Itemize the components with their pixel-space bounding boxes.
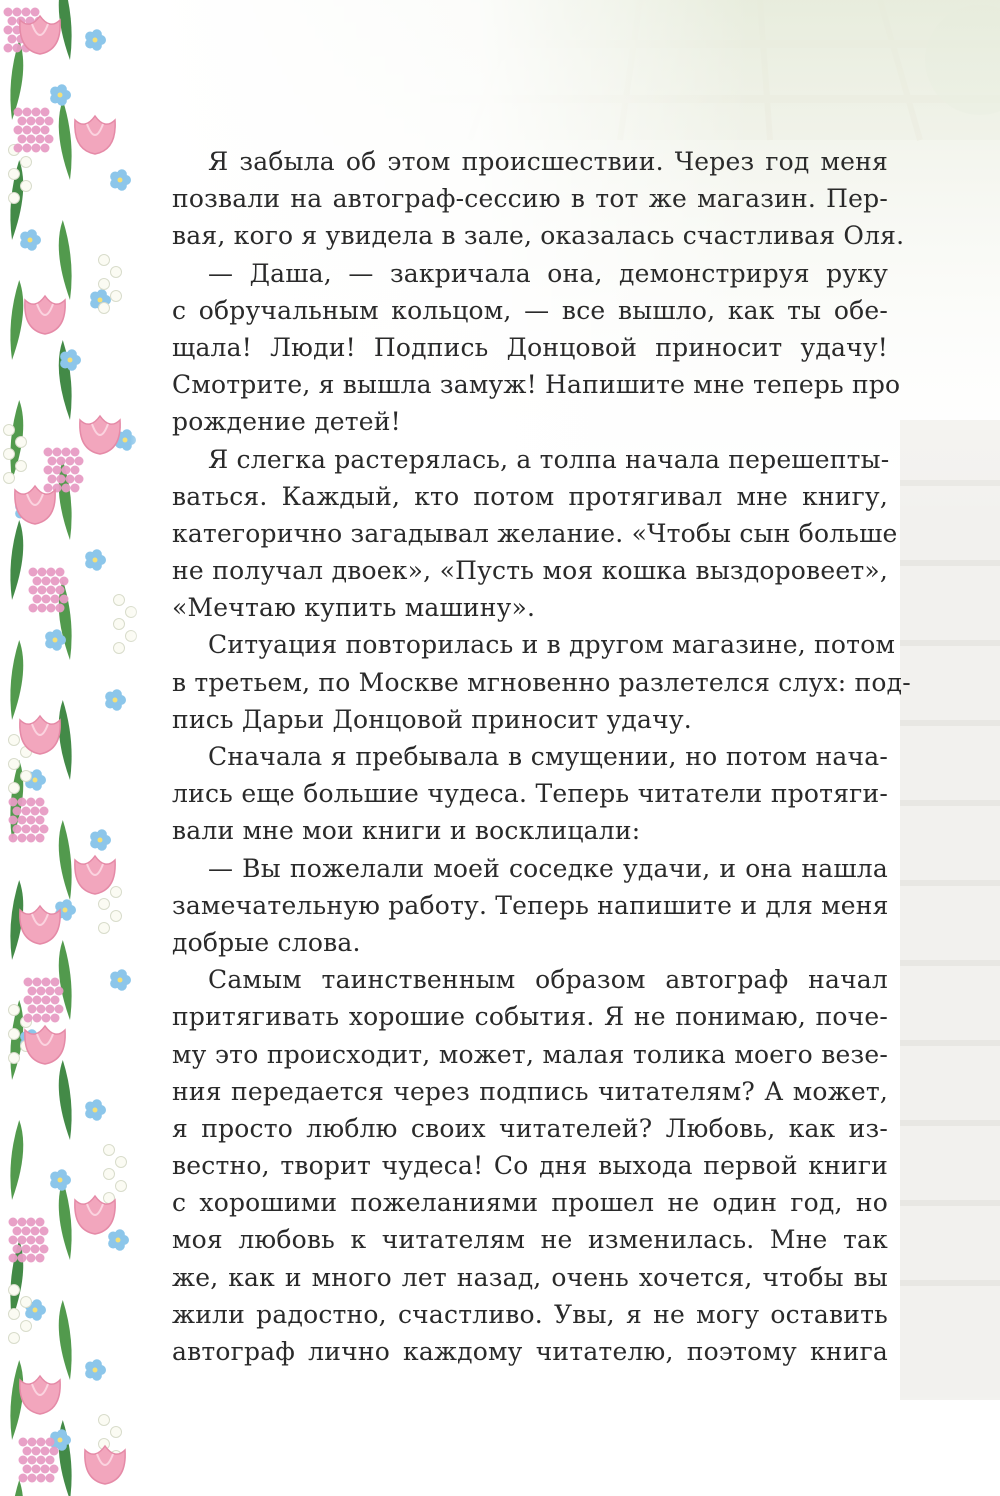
- lilac-blossom-icon: [71, 448, 80, 457]
- text-line: Самым таинственным образом автограф начал: [208, 965, 888, 995]
- lily-of-the-valley-bell-icon: [9, 1333, 20, 1344]
- lilac-blossom-icon: [14, 108, 23, 117]
- lily-of-the-valley-bell-icon: [9, 759, 20, 770]
- lilac-blossom-icon: [42, 595, 51, 604]
- text-line: притягивать хорошие события. Я не понимаю, поче-: [172, 1002, 888, 1032]
- lily-of-the-valley-bell-icon: [99, 279, 110, 290]
- flower-center-icon: [93, 38, 98, 43]
- lily-of-the-valley-bell-icon: [9, 735, 20, 746]
- lilac-blossom-icon: [32, 108, 41, 117]
- lily-of-the-valley-bell-icon: [9, 1029, 20, 1040]
- lilac-blossom-icon: [22, 8, 31, 17]
- lilac-blossom-icon: [37, 987, 46, 996]
- lilac-blossom-icon: [71, 466, 80, 475]
- lilac-blossom-icon: [31, 1227, 40, 1236]
- lilac-blossom-icon: [29, 586, 38, 595]
- forget-me-not-petal-icon: [97, 829, 107, 839]
- lilac-blossom-icon: [75, 475, 84, 484]
- lilac-blossom-icon: [33, 595, 42, 604]
- forget-me-not-petal-icon: [52, 629, 62, 639]
- lilac-blossom-icon: [44, 484, 53, 493]
- lily-of-the-valley-bell-icon: [9, 1285, 20, 1296]
- text-line: Ситуация повторилась и в другом магазине, потом: [208, 630, 896, 660]
- lilac-blossom-icon: [55, 987, 64, 996]
- lilac-blossom-icon: [50, 1447, 59, 1456]
- lilac-blossom-icon: [56, 586, 65, 595]
- lilac-blossom-icon: [55, 1005, 64, 1014]
- text-line: категорично загадывал желание. «Чтобы сын больше: [172, 518, 898, 548]
- lilac-blossom-icon: [24, 978, 33, 987]
- lily-of-the-valley-bell-icon: [111, 1427, 122, 1438]
- text-line: — Даша, — закричала она, демонстрируя руку: [208, 258, 888, 288]
- lily-of-the-valley-bell-icon: [21, 181, 32, 192]
- lilac-blossom-icon: [46, 1005, 55, 1014]
- lilac-blossom-icon: [53, 466, 62, 475]
- lilac-blossom-icon: [13, 807, 22, 816]
- text-line: му это происходит, может, малая толика моего везе-: [172, 1039, 888, 1069]
- lily-of-the-valley-bell-icon: [16, 461, 27, 472]
- lilac-blossom-icon: [41, 126, 50, 135]
- lilac-blossom-icon: [66, 475, 75, 484]
- lilac-blossom-icon: [27, 135, 36, 144]
- lilac-blossom-icon: [9, 1218, 18, 1227]
- lilac-blossom-icon: [14, 144, 23, 153]
- lilac-blossom-icon: [8, 17, 17, 26]
- text-line: не получал двоек», «Пусть моя кошка выздоровеет»,: [172, 556, 888, 586]
- lilac-blossom-icon: [38, 568, 47, 577]
- lilac-blossom-icon: [48, 457, 57, 466]
- lily-of-the-valley-bell-icon: [111, 267, 122, 278]
- forget-me-not-petal-icon: [57, 84, 67, 94]
- lilac-blossom-icon: [29, 568, 38, 577]
- lily-of-the-valley-bell-icon: [114, 643, 125, 654]
- lily-of-the-valley-bell-icon: [111, 911, 122, 922]
- lilac-blossom-icon: [38, 586, 47, 595]
- lily-of-the-valley-bell-icon: [9, 783, 20, 794]
- lilac-blossom-icon: [45, 135, 54, 144]
- lilac-blossom-icon: [36, 1218, 45, 1227]
- text-line: добрые слова.: [172, 927, 361, 957]
- lilac-blossom-icon: [9, 1254, 18, 1263]
- lilac-blossom-icon: [9, 816, 18, 825]
- flower-center-icon: [58, 1438, 63, 1443]
- lilac-blossom-icon: [42, 577, 51, 586]
- lily-of-the-valley-bell-icon: [9, 1053, 20, 1064]
- lilac-blossom-icon: [56, 604, 65, 613]
- lily-of-the-valley-bell-icon: [21, 157, 32, 168]
- lilac-blossom-icon: [27, 1218, 36, 1227]
- text-line: пись Дарьи Донцовой приносит удачу.: [172, 704, 692, 734]
- forget-me-not-petal-icon: [117, 169, 127, 179]
- lily-of-the-valley-bell-icon: [104, 1145, 115, 1156]
- lily-of-the-valley-bell-icon: [9, 193, 20, 204]
- text-line: лись еще большие чудеса. Теперь читатели протяги-: [172, 779, 888, 809]
- lilac-blossom-icon: [41, 144, 50, 153]
- lily-of-the-valley-bell-icon: [9, 1309, 20, 1320]
- lilac-blossom-icon: [23, 126, 32, 135]
- lilac-blossom-icon: [22, 825, 31, 834]
- flower-center-icon: [93, 1108, 98, 1113]
- lilac-blossom-icon: [13, 1245, 22, 1254]
- lilac-blossom-icon: [37, 1438, 46, 1447]
- lilac-blossom-icon: [32, 1465, 41, 1474]
- lilac-blossom-icon: [45, 117, 54, 126]
- lily-of-the-valley-bell-icon: [21, 771, 32, 782]
- lilac-blossom-icon: [18, 1236, 27, 1245]
- lilac-blossom-icon: [36, 1236, 45, 1245]
- lilac-blossom-icon: [75, 457, 84, 466]
- lilac-blossom-icon: [51, 577, 60, 586]
- lilac-blossom-icon: [56, 568, 65, 577]
- lilac-blossom-icon: [50, 1465, 59, 1474]
- lily-of-the-valley-bell-icon: [9, 169, 20, 180]
- flower-center-icon: [28, 238, 33, 243]
- lilac-blossom-icon: [41, 1447, 50, 1456]
- lily-of-the-valley-bell-icon: [16, 437, 27, 448]
- lilac-blossom-icon: [8, 35, 17, 44]
- lilac-blossom-icon: [4, 44, 13, 53]
- flower-center-icon: [98, 838, 103, 843]
- lilac-blossom-icon: [37, 1474, 46, 1483]
- lilac-blossom-icon: [60, 577, 69, 586]
- lilac-blossom-icon: [31, 1245, 40, 1254]
- lilac-blossom-icon: [13, 44, 22, 53]
- flower-center-icon: [118, 978, 123, 983]
- forget-me-not-petal-icon: [32, 1299, 42, 1309]
- lilac-blossom-icon: [18, 1254, 27, 1263]
- flower-center-icon: [118, 178, 123, 183]
- lilac-blossom-icon: [31, 825, 40, 834]
- lilac-blossom-icon: [32, 1447, 41, 1456]
- lilac-blossom-icon: [42, 1014, 51, 1023]
- text-line: рождение детей!: [172, 407, 401, 437]
- lilac-blossom-icon: [27, 834, 36, 843]
- lilac-blossom-icon: [19, 1456, 28, 1465]
- text-line: в третьем, по Москве мгновенно разлетелся слух: под-: [172, 667, 911, 697]
- lilac-blossom-icon: [4, 26, 13, 35]
- forget-me-not-petal-icon: [62, 899, 72, 909]
- lilac-blossom-icon: [37, 1456, 46, 1465]
- lilac-blossom-icon: [57, 475, 66, 484]
- lilac-blossom-icon: [66, 457, 75, 466]
- lilac-blossom-icon: [36, 117, 45, 126]
- flower-center-icon: [93, 1368, 98, 1373]
- lilac-blossom-icon: [60, 595, 69, 604]
- lilac-blossom-icon: [22, 807, 31, 816]
- lily-of-the-valley-bell-icon: [9, 1005, 20, 1016]
- text-line: жили радостно, счастливо. Увы, я не могу оставить: [172, 1299, 888, 1329]
- lily-of-the-valley-bell-icon: [4, 425, 15, 436]
- lily-of-the-valley-bell-icon: [104, 1169, 115, 1180]
- flower-center-icon: [98, 298, 103, 303]
- text-line: вестно, творит чудеса! Со дня выхода первой книги: [172, 1151, 888, 1181]
- flower-center-icon: [63, 908, 68, 913]
- lilac-blossom-icon: [27, 816, 36, 825]
- forget-me-not-petal-icon: [57, 1169, 67, 1179]
- lilac-blossom-icon: [31, 807, 40, 816]
- lilac-blossom-icon: [14, 126, 23, 135]
- lilac-blossom-icon: [47, 568, 56, 577]
- text-line: замечательную работу. Теперь напишите и для меня: [172, 890, 889, 920]
- flower-center-icon: [53, 638, 58, 643]
- flower-center-icon: [68, 358, 73, 363]
- lilac-blossom-icon: [51, 1014, 60, 1023]
- forget-me-not-petal-icon: [57, 1429, 67, 1439]
- lilac-blossom-icon: [23, 1465, 32, 1474]
- lily-of-the-valley-bell-icon: [99, 255, 110, 266]
- lilac-blossom-icon: [46, 987, 55, 996]
- text-line: щала! Люди! Подпись Донцовой приносит удачу!: [172, 332, 888, 362]
- lilac-blossom-icon: [23, 144, 32, 153]
- lilac-blossom-icon: [37, 1005, 46, 1014]
- lilac-blossom-icon: [36, 135, 45, 144]
- text-line: Сначала я пребывала в смущении, но потом нача-: [208, 742, 888, 771]
- lilac-blossom-icon: [53, 448, 62, 457]
- flower-center-icon: [123, 438, 128, 443]
- lilac-blossom-icon: [18, 816, 27, 825]
- lilac-blossom-icon: [51, 978, 60, 987]
- lilac-blossom-icon: [24, 996, 33, 1005]
- lilac-blossom-icon: [62, 466, 71, 475]
- lilac-blossom-icon: [48, 475, 57, 484]
- lilac-blossom-icon: [44, 466, 53, 475]
- lilac-blossom-icon: [41, 1465, 50, 1474]
- forget-me-not-petal-icon: [27, 229, 37, 239]
- lily-of-the-valley-bell-icon: [99, 899, 110, 910]
- lilac-blossom-icon: [57, 457, 66, 466]
- lily-of-the-valley-bell-icon: [99, 303, 110, 314]
- text-line: Смотрите, я вышла замуж! Напишите мне теперь про: [172, 370, 901, 400]
- forget-me-not-petal-icon: [92, 549, 102, 559]
- lilac-blossom-icon: [13, 8, 22, 17]
- text-line: вали мне мои книги и восклицали:: [172, 816, 641, 846]
- text-line: же, как и много лет назад, очень хочется, чтобы вы: [172, 1262, 888, 1292]
- lilac-blossom-icon: [28, 1456, 37, 1465]
- text-line: Я слегка растерялась, а толпа начала перешепты-: [208, 444, 890, 474]
- lilac-blossom-icon: [27, 117, 36, 126]
- lilac-blossom-icon: [40, 807, 49, 816]
- flower-center-icon: [58, 1178, 63, 1183]
- text-line: ваться. Каждый, кто потом протягивал мне книгу,: [172, 481, 888, 511]
- text-line: моя любовь к читателям не изменилась. Мне так: [172, 1225, 888, 1255]
- lilac-blossom-icon: [31, 8, 40, 17]
- flower-center-icon: [33, 1308, 38, 1313]
- forget-me-not-petal-icon: [97, 289, 107, 299]
- lilac-blossom-icon: [22, 1227, 31, 1236]
- lilac-blossom-icon: [51, 996, 60, 1005]
- body-text: [172, 143, 911, 1370]
- text-line: вая, кого я увидела в зале, оказалась счастливая Оля.: [172, 221, 905, 251]
- lilac-blossom-icon: [33, 996, 42, 1005]
- lily-of-the-valley-bell-icon: [114, 595, 125, 606]
- lilac-blossom-icon: [28, 1474, 37, 1483]
- forget-me-not-petal-icon: [112, 689, 122, 699]
- lilac-blossom-icon: [28, 1438, 37, 1447]
- lilac-blossom-icon: [44, 448, 53, 457]
- flower-center-icon: [33, 778, 38, 783]
- lilac-blossom-icon: [13, 825, 22, 834]
- flower-center-icon: [113, 698, 118, 703]
- text-line: автограф лично каждому читателю, поэтому книга: [172, 1337, 888, 1366]
- lily-of-the-valley-bell-icon: [99, 923, 110, 934]
- lilac-blossom-icon: [51, 595, 60, 604]
- floral-border: [0, 0, 150, 1496]
- flower-center-icon: [58, 93, 63, 98]
- lilac-blossom-icon: [23, 108, 32, 117]
- lilac-blossom-icon: [22, 1245, 31, 1254]
- lily-of-the-valley-bell-icon: [114, 619, 125, 630]
- forget-me-not-petal-icon: [32, 769, 42, 779]
- lilac-blossom-icon: [36, 834, 45, 843]
- lilac-blossom-icon: [40, 1245, 49, 1254]
- lilac-blossom-icon: [13, 1227, 22, 1236]
- lilac-blossom-icon: [27, 1236, 36, 1245]
- lilac-blossom-icon: [36, 1254, 45, 1263]
- lily-of-the-valley-bell-icon: [4, 449, 15, 460]
- lilac-blossom-icon: [47, 604, 56, 613]
- lilac-blossom-icon: [42, 978, 51, 987]
- flower-center-icon: [116, 1238, 121, 1243]
- lilac-blossom-icon: [38, 604, 47, 613]
- lilac-blossom-icon: [32, 126, 41, 135]
- lily-of-the-valley-bell-icon: [99, 1415, 110, 1426]
- lily-of-the-valley-bell-icon: [116, 1181, 127, 1192]
- lily-of-the-valley-bell-icon: [21, 1321, 32, 1332]
- lilac-blossom-icon: [18, 135, 27, 144]
- lilac-blossom-icon: [46, 1474, 55, 1483]
- lily-of-the-valley-bell-icon: [4, 473, 15, 484]
- lilac-blossom-icon: [19, 1474, 28, 1483]
- lilac-blossom-icon: [62, 448, 71, 457]
- lilac-blossom-icon: [40, 825, 49, 834]
- text-line: с хорошими пожеланиями прошел не один год, но: [172, 1188, 888, 1218]
- lilac-blossom-icon: [18, 117, 27, 126]
- lily-of-the-valley-bell-icon: [111, 887, 122, 898]
- lilac-blossom-icon: [29, 604, 38, 613]
- lilac-blossom-icon: [46, 1438, 55, 1447]
- lilac-blossom-icon: [71, 484, 80, 493]
- text-line: с обручальным кольцом, — все вышло, как ты обе-: [172, 295, 888, 325]
- lilac-blossom-icon: [18, 798, 27, 807]
- lily-of-the-valley-bell-icon: [21, 1297, 32, 1308]
- lilac-blossom-icon: [4, 8, 13, 17]
- lilac-blossom-icon: [41, 108, 50, 117]
- lilac-blossom-icon: [33, 978, 42, 987]
- lilac-blossom-icon: [47, 586, 56, 595]
- text-line: — Вы пожелали моей соседке удачи, и она нашла: [208, 853, 888, 883]
- lilac-blossom-icon: [33, 577, 42, 586]
- forget-me-not-petal-icon: [115, 1229, 125, 1239]
- lilac-blossom-icon: [32, 144, 41, 153]
- lilac-blossom-icon: [18, 1218, 27, 1227]
- lilac-blossom-icon: [27, 798, 36, 807]
- text-line: позвали на автограф-сессию в тот же магазин. Пер-: [172, 184, 888, 214]
- text-line: «Мечтаю купить машину».: [172, 593, 536, 623]
- lilac-blossom-icon: [46, 1456, 55, 1465]
- text-line: ния передается через подпись читателям? А может,: [172, 1076, 888, 1106]
- lilac-blossom-icon: [36, 816, 45, 825]
- lilac-blossom-icon: [23, 1447, 32, 1456]
- lilac-blossom-icon: [36, 798, 45, 807]
- border-edge-fade: [130, 0, 150, 1496]
- text-line: Я забыла об этом происшествии. Через год меня: [208, 147, 888, 176]
- lilac-blossom-icon: [9, 798, 18, 807]
- lilac-blossom-icon: [42, 996, 51, 1005]
- forget-me-not-petal-icon: [92, 29, 102, 39]
- forget-me-not-petal-icon: [117, 969, 127, 979]
- lilac-blossom-icon: [19, 1438, 28, 1447]
- lilac-blossom-icon: [27, 1254, 36, 1263]
- lilac-blossom-icon: [9, 834, 18, 843]
- lilac-blossom-icon: [62, 484, 71, 493]
- lilac-blossom-icon: [40, 1227, 49, 1236]
- text-line: я просто люблю своих читателей? Любовь, как из-: [172, 1113, 888, 1143]
- lily-of-the-valley-bell-icon: [116, 1157, 127, 1168]
- lilac-blossom-icon: [18, 834, 27, 843]
- forget-me-not-petal-icon: [92, 1099, 102, 1109]
- forget-me-not-petal-icon: [92, 1359, 102, 1369]
- flower-center-icon: [93, 558, 98, 563]
- lily-of-the-valley-bell-icon: [111, 291, 122, 302]
- lilac-blossom-icon: [28, 1005, 37, 1014]
- lilac-blossom-icon: [9, 1236, 18, 1245]
- lilac-blossom-icon: [28, 987, 37, 996]
- lilac-blossom-icon: [24, 1014, 33, 1023]
- lilac-blossom-icon: [33, 1014, 42, 1023]
- forget-me-not-petal-icon: [67, 349, 77, 359]
